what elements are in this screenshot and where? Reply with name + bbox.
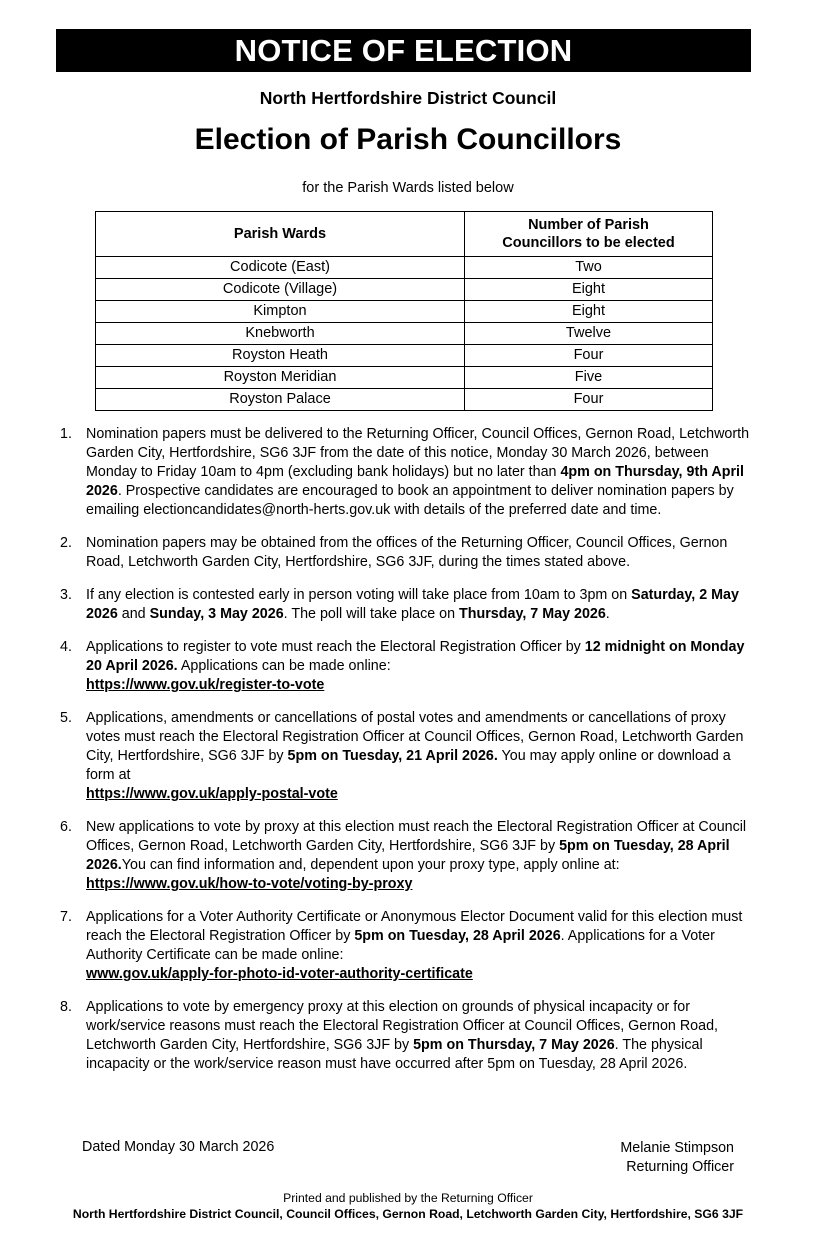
table-row xyxy=(96,345,713,367)
notice-item-text xyxy=(86,638,756,695)
table-header-row xyxy=(96,212,713,257)
cell-parish-ward: Royston Palace xyxy=(96,389,465,411)
notice-item-text xyxy=(86,908,756,984)
column-header-councillor-count xyxy=(465,212,713,257)
notice-item xyxy=(56,818,756,894)
signature-block xyxy=(620,1139,734,1177)
notice-item-run: New applications to vote by proxy at this election must reach the Electoral Registration Officer at Council Offices, Gernon Road, Letchworth Garden City, Hertfordshire, SG6 3JF by xyxy=(86,819,747,854)
column-header-line1: Number of Parish xyxy=(528,216,649,233)
cell-councillor-count: Eight xyxy=(465,279,713,301)
notice-item-run: You may apply online or download a form at xyxy=(86,748,731,783)
notice-item-number: 3. xyxy=(60,587,72,603)
notice-item-text xyxy=(86,586,756,624)
notice-item-number: 7. xyxy=(60,909,72,925)
council-name: North Hertfordshire District Council xyxy=(259,88,557,108)
notice-item-run: Applications to register to vote must reach the Electoral Registration Officer by xyxy=(86,639,585,655)
notice-item-run: . The poll will take place on xyxy=(283,606,460,622)
notice-item-emphasis: 12 midnight on Monday 20 April 2026. xyxy=(86,639,745,674)
cell-parish-ward: Royston Meridian xyxy=(96,367,465,389)
printed-line-1: Printed and published by the Returning Officer xyxy=(283,1191,533,1205)
notice-item-run: If any election is contested early in person voting will take place from 10am to 3pm on xyxy=(86,587,632,603)
notice-item-text xyxy=(86,709,756,804)
notice-item-emphasis: Saturday, 2 May 2026 xyxy=(86,587,739,622)
election-notice-items xyxy=(56,425,756,1088)
printed-line-2: North Hertfordshire District Council, Council Offices, Gernon Road, Letchworth Garden City, Hertfordshire, SG6 3JF xyxy=(72,1207,744,1222)
notice-item xyxy=(56,425,756,520)
notice-item-run: Applications, amendments or cancellations of postal votes and amendments or cancellations of proxy votes must reach the Electoral Registration Officer at Council Offices, Gernon Road, Letchworth Garden City, Hertfordshire, SG6 3JF by xyxy=(86,710,744,764)
notice-item xyxy=(56,638,756,695)
notice-item-run: Applications for a Voter Authority Certificate or Anonymous Elector Document valid for this election must reach the Electoral Registration Officer by xyxy=(86,909,743,944)
cell-councillor-count: Twelve xyxy=(465,323,713,345)
cell-parish-ward: Codicote (Village) xyxy=(96,279,465,301)
cell-parish-ward: Royston Heath xyxy=(96,345,465,367)
notice-item-run: . Prospective candidates are encouraged to book an appointment to deliver nomination papers by emailing electioncandidates@north-herts.gov.uk with details of the preferred date and time. xyxy=(86,483,734,518)
notice-item-number: 6. xyxy=(60,819,72,835)
table-row xyxy=(96,323,713,345)
notice-item xyxy=(56,709,756,804)
cell-parish-ward: Knebworth xyxy=(96,323,465,345)
table-row xyxy=(96,257,713,279)
notice-item xyxy=(56,998,756,1074)
cell-councillor-count: Four xyxy=(465,345,713,367)
notice-item-number: 8. xyxy=(60,999,72,1015)
returning-officer-role: Returning Officer xyxy=(626,1159,734,1175)
page-subtitle: for the Parish Wards listed below xyxy=(302,180,514,196)
cell-parish-ward: Codicote (East) xyxy=(96,257,465,279)
banner-title: NOTICE OF ELECTION xyxy=(234,33,573,68)
notice-item-run: . xyxy=(605,606,610,622)
notice-item xyxy=(56,534,756,572)
notice-item-link[interactable]: https://www.gov.uk/apply-postal-vote xyxy=(86,786,338,802)
notice-item-run: . Applications for a Voter Authority Certificate can be made online: xyxy=(86,928,715,963)
notice-item-number: 5. xyxy=(60,710,72,726)
table-row xyxy=(96,301,713,323)
notice-banner xyxy=(56,29,751,72)
notice-item-run: Nomination papers must be delivered to the Returning Officer, Council Offices, Gernon Road, Letchworth Garden City, Hertfordshire, SG6 3JF from the date of this notice, Monday 30 March 2026, between Monday to Friday 10am to 4pm (excluding bank holidays) but no later than xyxy=(86,426,750,480)
dateline: Dated Monday 30 March 2026 xyxy=(82,1139,275,1155)
page-title: Election of Parish Councillors xyxy=(194,123,622,156)
notice-item-link[interactable]: https://www.gov.uk/register-to-vote xyxy=(86,677,325,693)
column-header-line2: Councillors to be elected xyxy=(502,235,675,251)
notice-item-run: You can find information and, dependent upon your proxy type, apply online at: xyxy=(121,857,620,873)
notice-item-run: Applications to vote by emergency proxy at this election on grounds of physical incapacity or for work/service reasons must reach the Electoral Registration Officer at Council Offices, Gernon Road, Letchworth Garden City, Hertfordshire, SG6 3JF by xyxy=(86,999,718,1053)
notice-item-text xyxy=(86,818,756,894)
cell-councillor-count: Eight xyxy=(465,301,713,323)
notice-item-link[interactable]: www.gov.uk/apply-for-photo-id-voter-authority-certificate xyxy=(86,966,473,982)
table-row xyxy=(96,389,713,411)
printed-by-footer xyxy=(0,1190,816,1223)
cell-councillor-count: Five xyxy=(465,367,713,389)
notice-item-emphasis: Sunday, 3 May 2026 xyxy=(149,606,284,622)
notice-item-run: Nomination papers may be obtained from the offices of the Returning Officer, Council Offices, Gernon Road, Letchworth Garden City, Hertfordshire, SG6 3JF, during the times stated above. xyxy=(86,535,728,570)
returning-officer-name: Melanie Stimpson xyxy=(620,1140,734,1156)
notice-item-text xyxy=(86,998,756,1074)
table-row xyxy=(96,367,713,389)
notice-item-run: . The physical incapacity or the work/service reason must have occurred after 5pm on Tuesday, 28 April 2026. xyxy=(86,1037,703,1072)
column-header-parish-wards: Parish Wards xyxy=(96,212,465,257)
notice-item-number: 4. xyxy=(60,639,72,655)
cell-councillor-count: Four xyxy=(465,389,713,411)
parish-wards-table xyxy=(95,211,713,411)
cell-parish-ward: Kimpton xyxy=(96,301,465,323)
notice-item-text xyxy=(86,534,756,572)
notice-item-run: and xyxy=(117,606,150,622)
notice-item-emphasis: 5pm on Tuesday, 21 April 2026. xyxy=(287,748,498,764)
notice-item-emphasis: Thursday, 7 May 2026 xyxy=(459,606,606,622)
notice-item-emphasis: 5pm on Tuesday, 28 April 2026. xyxy=(86,838,730,873)
cell-councillor-count: Two xyxy=(465,257,713,279)
notice-item-run: Applications can be made online: xyxy=(177,658,391,674)
notice-item-emphasis: 5pm on Tuesday, 28 April 2026 xyxy=(354,928,561,944)
table-row xyxy=(96,279,713,301)
notice-item-text xyxy=(86,425,756,520)
notice-item xyxy=(56,908,756,984)
notice-item-emphasis: 5pm on Thursday, 7 May 2026 xyxy=(413,1037,615,1053)
notice-item-emphasis: 4pm on Thursday, 9th April 2026 xyxy=(86,464,744,499)
notice-item-number: 1. xyxy=(60,426,72,442)
notice-item-number: 2. xyxy=(60,535,72,551)
notice-item xyxy=(56,586,756,624)
notice-item-link[interactable]: https://www.gov.uk/how-to-vote/voting-by-proxy xyxy=(86,876,413,892)
